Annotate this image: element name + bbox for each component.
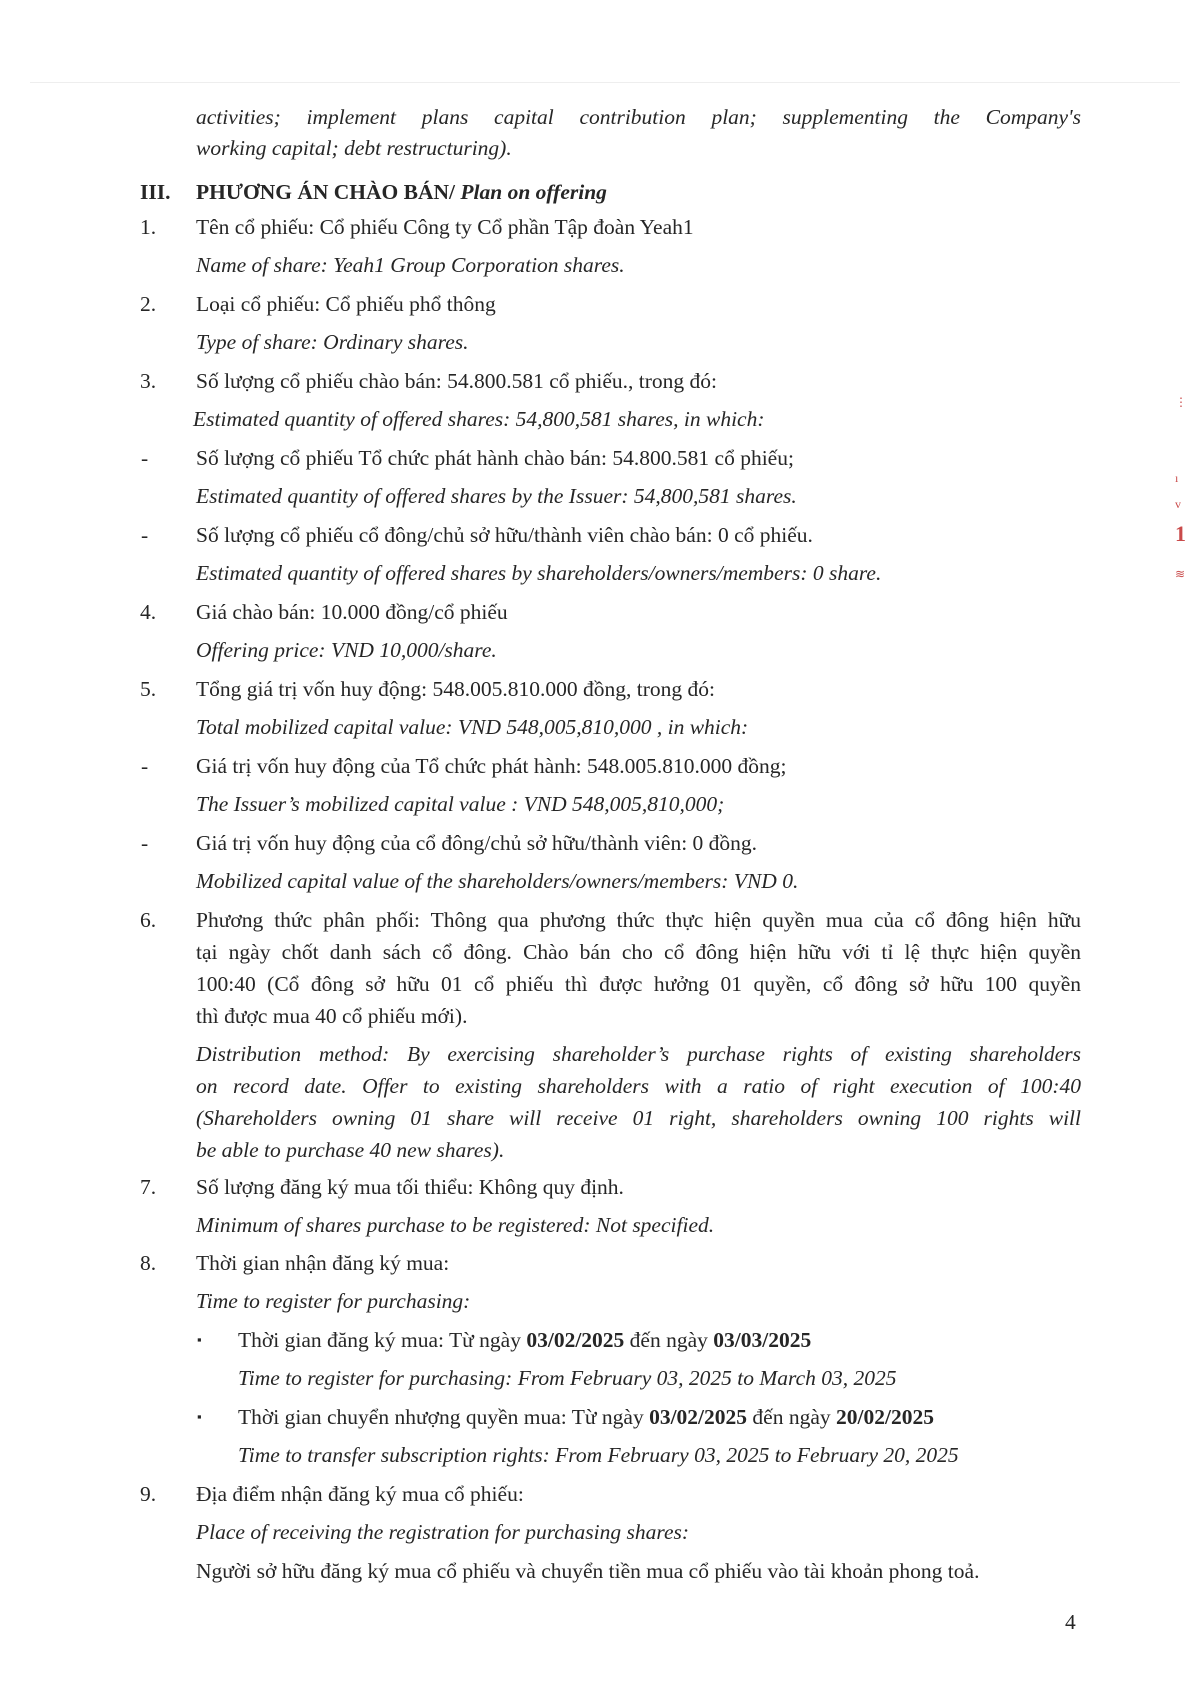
item-4-text-en: Offering price: VND 10,000/share. <box>196 638 497 662</box>
item-7-number: 7. <box>140 1175 157 1199</box>
item-6-en-line-1: Distribution method: By exercising shareholder’s purchase rights of existing shareholders <box>196 1042 1081 1066</box>
item-6-en-line-4: be able to purchase 40 new shares). <box>196 1138 505 1162</box>
item-9-number: 9. <box>140 1482 157 1506</box>
section-number: III. <box>140 180 171 204</box>
item-5-text-vn: Tổng giá trị vốn huy động: 548.005.810.000 đồng, trong đó: <box>196 677 715 701</box>
item-5b-text-vn: Giá trị vốn huy động của cổ đông/chủ sở hữu/thành viên: 0 đồng. <box>196 831 758 855</box>
item-5b-dash: - <box>141 831 149 855</box>
section-title <box>196 177 607 207</box>
item-1-text-en: Name of share: Yeah1 Group Corporation shares. <box>196 253 625 277</box>
bullet-1-connector: đến ngày <box>624 1328 714 1352</box>
item-8-bullet-1-vn <box>238 1325 811 1355</box>
scan-edge-line <box>30 82 1180 83</box>
item-4-number: 4. <box>140 600 157 624</box>
bullet-1-start-date: 03/02/2025 <box>526 1328 625 1352</box>
item-7-text-en: Minimum of shares purchase to be registered: Not specified. <box>196 1213 715 1237</box>
item-6-vn-line-3: 100:40 (Cổ đông sở hữu 01 cổ phiếu thì được hưởng 01 quyền, cổ đông sở hữu 100 quyền <box>196 972 1081 996</box>
stamp-mark: ≋ <box>1175 567 1186 581</box>
bullet-1-end-date: 03/03/2025 <box>713 1328 812 1352</box>
item-8-number: 8. <box>140 1251 157 1275</box>
item-5-number: 5. <box>140 677 157 701</box>
item-8-bullet-2-en: Time to transfer subscription rights: From February 03, 2025 to February 20, 2025 <box>238 1443 959 1467</box>
item-6-en-line-3: (Shareholders owning 01 share will receive 01 right, shareholders owning 100 rights will <box>196 1106 1081 1130</box>
item-5a-dash: - <box>141 754 149 778</box>
bullet-2-label: Thời gian chuyển nhượng quyền mua: Từ ngày <box>238 1405 650 1429</box>
continued-text-line-1: activities; implement plans capital contribution plan; supplementing the Company's <box>196 105 1081 129</box>
item-9-text-vn: Địa điểm nhận đăng ký mua cổ phiếu: <box>196 1482 524 1506</box>
item-6-vn-line-1: Phương thức phân phối: Thông qua phương thức thực hiện quyền mua của cổ đông hiện hữu <box>196 908 1081 932</box>
section-title-en: Plan on offering <box>455 180 607 204</box>
item-3a-text-vn: Số lượng cổ phiếu Tổ chức phát hành chào bán: 54.800.581 cổ phiếu; <box>196 446 794 470</box>
continued-text-line-2: working capital; debt restructuring). <box>196 136 512 160</box>
seal-stamp-edge <box>1175 395 1191 655</box>
bullet-square-icon: ▪ <box>197 1409 202 1424</box>
item-6-number: 6. <box>140 908 157 932</box>
stamp-mark: v <box>1175 497 1181 511</box>
bullet-2-start-date: 03/02/2025 <box>649 1405 748 1429</box>
item-3a-dash: - <box>141 446 149 470</box>
stamp-mark: 1 <box>1175 521 1186 546</box>
item-3-text-vn: Số lượng cổ phiếu chào bán: 54.800.581 cổ phiếu., trong đó: <box>196 369 718 393</box>
stamp-mark: ⋮ <box>1175 395 1187 409</box>
stamp-mark: ı <box>1175 471 1179 485</box>
item-9-text-en: Place of receiving the registration for purchasing shares: <box>196 1520 690 1544</box>
item-5a-text-vn: Giá trị vốn huy động của Tổ chức phát hành: 548.005.810.000 đồng; <box>196 754 787 778</box>
item-5b-text-en: Mobilized capital value of the shareholders/owners/members: VND 0. <box>196 869 799 893</box>
item-3-text-en: Estimated quantity of offered shares: 54,800,581 shares, in which: <box>193 407 765 431</box>
item-2-text-vn: Loại cổ phiếu: Cổ phiếu phổ thông <box>196 292 496 316</box>
section-title-vn: PHƯƠNG ÁN CHÀO BÁN/ <box>196 180 455 204</box>
bullet-2-end-date: 20/02/2025 <box>836 1405 934 1429</box>
item-3b-text-vn: Số lượng cổ phiếu cổ đông/chủ sở hữu/thành viên chào bán: 0 cổ phiếu. <box>196 523 813 547</box>
item-5a-text-en: The Issuer’s mobilized capital value : VND 548,005,810,000; <box>196 792 725 816</box>
bullet-square-icon: ▪ <box>197 1332 202 1347</box>
item-4-text-vn: Giá chào bán: 10.000 đồng/cổ phiếu <box>196 600 508 624</box>
item-1-text-vn: Tên cổ phiếu: Cổ phiếu Công ty Cổ phần Tập đoàn Yeah1 <box>196 215 694 239</box>
item-8-text-en: Time to register for purchasing: <box>196 1289 471 1313</box>
item-6-vn-line-4: thì được mua 40 cổ phiếu mới). <box>196 1004 468 1028</box>
item-8-text-vn: Thời gian nhận đăng ký mua: <box>196 1251 450 1275</box>
item-7-text-vn: Số lượng đăng ký mua tối thiểu: Không quy định. <box>196 1175 624 1199</box>
item-3b-text-en: Estimated quantity of offered shares by shareholders/owners/members: 0 share. <box>196 561 882 585</box>
item-2-number: 2. <box>140 292 157 316</box>
item-2-text-en: Type of share: Ordinary shares. <box>196 330 469 354</box>
item-9-text-vn-2: Người sở hữu đăng ký mua cổ phiếu và chuyển tiền mua cổ phiếu vào tài khoản phong toả. <box>196 1559 980 1583</box>
bullet-2-connector: đến ngày <box>747 1405 836 1429</box>
page-number: 4 <box>1065 1610 1076 1634</box>
item-8-bullet-1-en: Time to register for purchasing: From February 03, 2025 to March 03, 2025 <box>238 1366 897 1390</box>
item-3b-dash: - <box>141 523 149 547</box>
item-3a-text-en: Estimated quantity of offered shares by the Issuer: 54,800,581 shares. <box>196 484 797 508</box>
item-5-text-en: Total mobilized capital value: VND 548,005,810,000 , in which: <box>196 715 749 739</box>
item-1-number: 1. <box>140 215 157 239</box>
item-8-bullet-2-vn <box>238 1402 934 1432</box>
item-3-number: 3. <box>140 369 157 393</box>
item-6-vn-line-2: tại ngày chốt danh sách cổ đông. Chào bán cho cổ đông hiện hữu với tỉ lệ thực hiện quyền <box>196 940 1081 964</box>
bullet-1-label: Thời gian đăng ký mua: Từ ngày <box>238 1328 527 1352</box>
item-6-en-line-2: on record date. Offer to existing shareholders with a ratio of right execution of 100:40 <box>196 1074 1081 1098</box>
